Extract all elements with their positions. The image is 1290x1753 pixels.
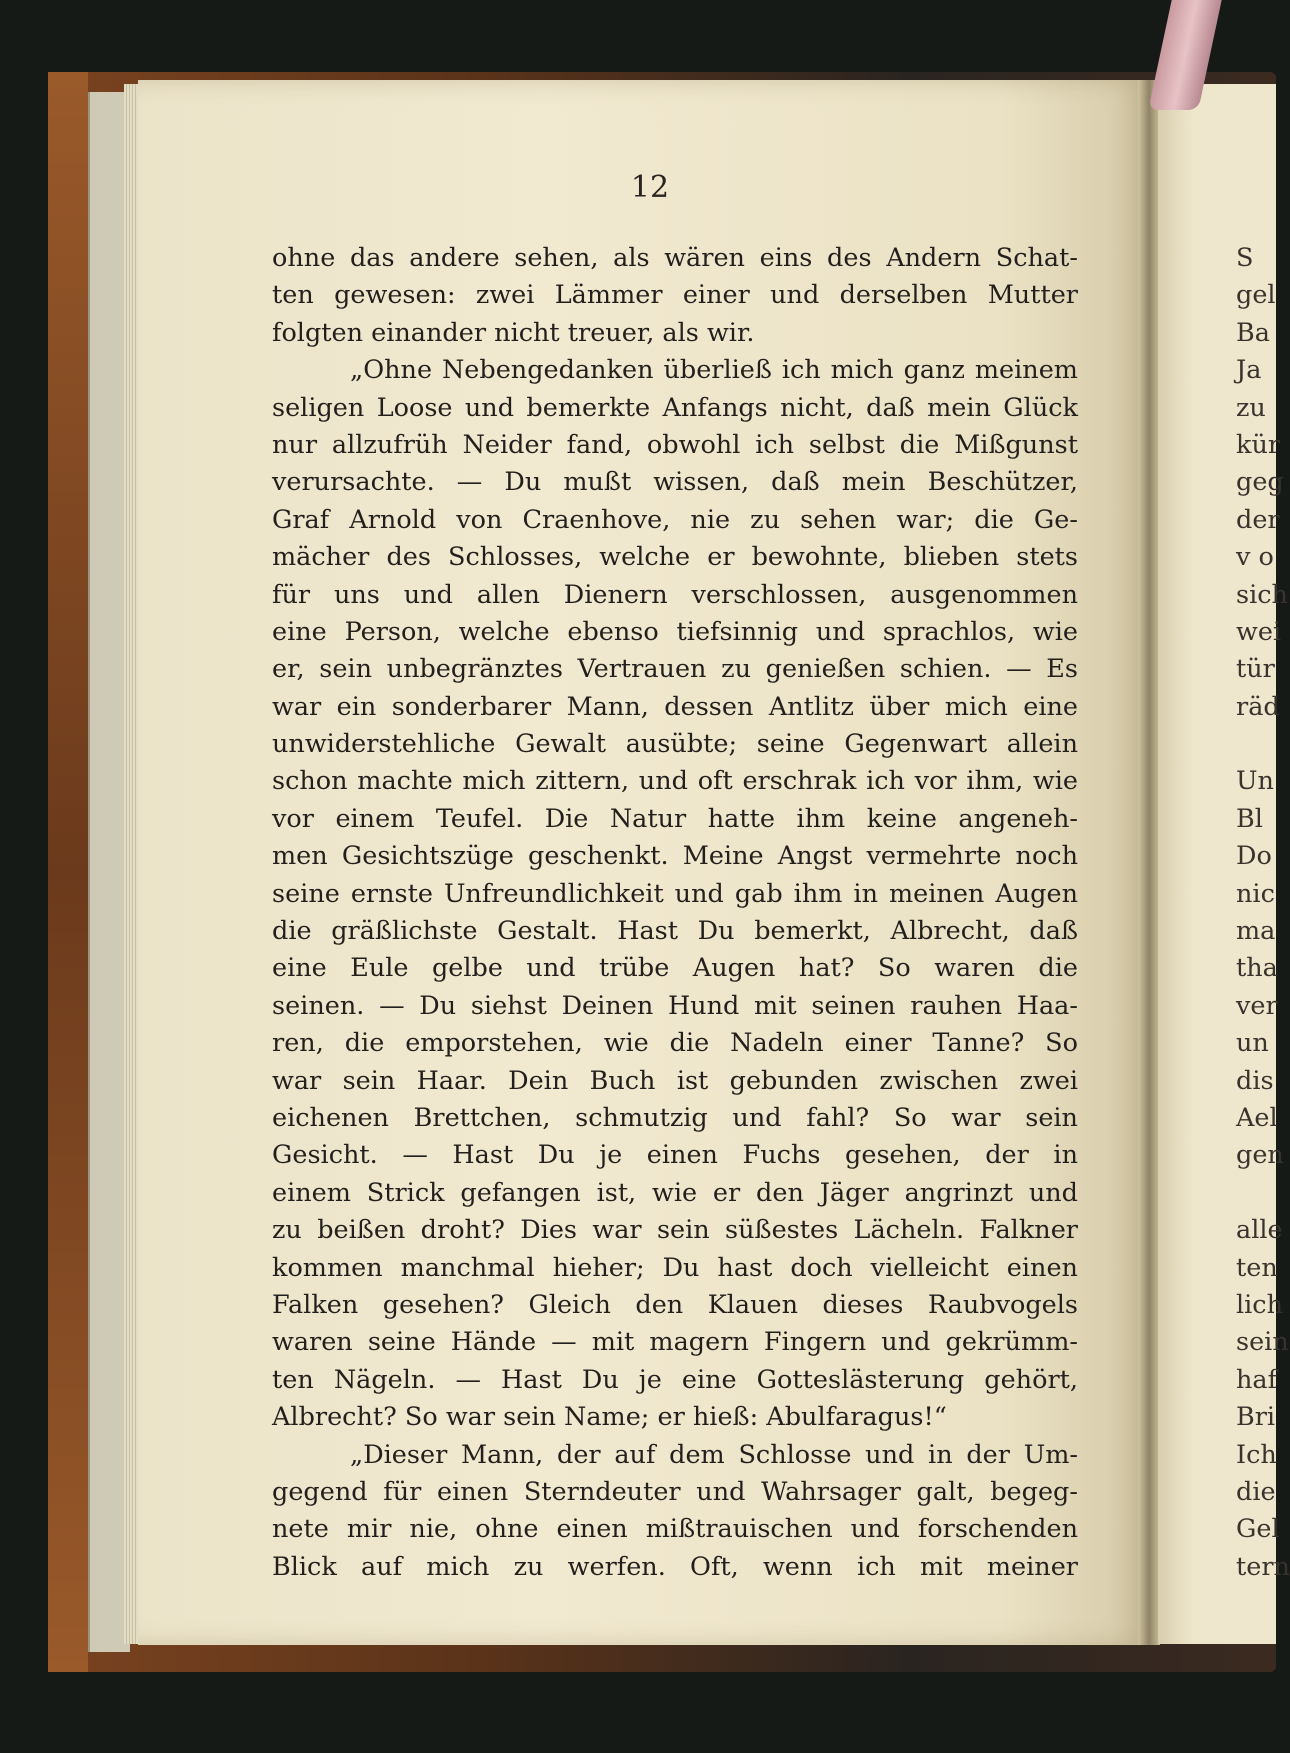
- text-line: kommen manchmal hieher; Du hast doch vielleicht einen: [272, 1252, 1078, 1283]
- text-line: nete mir nie, ohne einen mißtrauischen und forschenden: [272, 1514, 1078, 1545]
- text-line: nur allzufrüh Neider fand, obwohl ich selbst die Mißgunst: [272, 429, 1078, 460]
- facing-page-line-fragment: alle: [1236, 1215, 1283, 1246]
- facing-page-line-fragment: Gel: [1236, 1514, 1280, 1545]
- text-line: „Dieser Mann, der auf dem Schlosse und in der Um-: [350, 1439, 1078, 1470]
- text-line: schon machte mich zittern, und oft erschrak ich vor ihm, wie: [272, 766, 1078, 797]
- cover-binding-edge: [48, 72, 88, 1672]
- text-line: waren seine Hände — mit magern Fingern und gekrümm-: [272, 1327, 1078, 1358]
- facing-page-line-fragment: geg: [1236, 467, 1284, 498]
- facing-page-line-fragment: tern: [1236, 1551, 1290, 1582]
- facing-page-line-fragment: v o: [1236, 542, 1274, 573]
- facing-page-line-fragment: der: [1236, 504, 1280, 535]
- facing-page-line-fragment: Ich: [1236, 1439, 1277, 1470]
- text-line: Falken gesehen? Gleich den Klauen dieses Raubvogels: [272, 1289, 1078, 1320]
- text-line: seinen. — Du siehst Deinen Hund mit seinen rauhen Haa-: [272, 990, 1078, 1021]
- text-line: eine Eule gelbe und trübe Augen hat? So waren die: [272, 953, 1078, 984]
- text-line: Gesicht. — Hast Du je einen Fuchs gesehen, der in: [272, 1140, 1078, 1171]
- text-line: die gräßlichste Gestalt. Hast Du bemerkt, Albrecht, daß: [272, 916, 1078, 947]
- page-number: 12: [630, 170, 670, 205]
- facing-page-line-fragment: sich: [1236, 579, 1288, 610]
- facing-page-line-fragment: wei: [1236, 616, 1282, 647]
- facing-page-text-fragment: [1236, 240, 1290, 1586]
- facing-page-line-fragment: Ael: [1236, 1102, 1278, 1133]
- facing-page-line-fragment: Bl: [1236, 803, 1263, 834]
- text-line: eichenen Brettchen, schmutzig und fahl? So war sein: [272, 1102, 1078, 1133]
- facing-page-line-fragment: ver: [1236, 990, 1278, 1021]
- text-line: er, sein unbegränztes Vertrauen zu genießen schien. — Es: [272, 654, 1078, 685]
- text-line: Blick auf mich zu werfen. Oft, wenn ich mit meiner: [272, 1551, 1078, 1582]
- facing-page-line-fragment: un: [1236, 1028, 1269, 1059]
- facing-page-line-fragment: dis: [1236, 1065, 1274, 1096]
- text-line: gegend für einen Sterndeuter und Wahrsager galt, begeg-: [272, 1476, 1078, 1507]
- facing-page-line-fragment: [1236, 1175, 1276, 1212]
- text-line: eine Person, welche ebenso tiefsinnig und sprachlos, wie: [272, 616, 1078, 647]
- facing-page-line-fragment: kür: [1236, 429, 1281, 460]
- text-line: mächer des Schlosses, welche er bewohnte, blieben stets: [272, 542, 1078, 573]
- facing-page-line-fragment: ten: [1236, 1252, 1278, 1283]
- facing-page-line-fragment: tür: [1236, 654, 1275, 685]
- text-line: folgten einander nicht treuer, als wir.: [272, 317, 755, 348]
- text-line: seligen Loose und bemerkte Anfangs nicht, daß mein Glück: [272, 392, 1078, 423]
- facing-page-line-fragment: [1236, 726, 1276, 763]
- text-line: ten Nägeln. — Hast Du je eine Gotteslästerung gehört,: [272, 1364, 1078, 1395]
- facing-page-line-fragment: haf: [1236, 1364, 1278, 1395]
- text-line: seine ernste Unfreundlichkeit und gab ihm in meinen Augen: [272, 878, 1078, 909]
- text-line: für uns und allen Dienern verschlossen, ausgenommen: [272, 579, 1078, 610]
- text-line: zu beißen droht? Dies war sein süßestes Lächeln. Falkner: [272, 1215, 1078, 1246]
- facing-page-line-fragment: die: [1236, 1476, 1276, 1507]
- facing-page-line-fragment: lich: [1236, 1289, 1284, 1320]
- text-line: war ein sonderbarer Mann, dessen Antlitz über mich eine: [272, 691, 1078, 722]
- facing-page-line-fragment: tha: [1236, 953, 1278, 984]
- facing-page-line-fragment: gel: [1236, 280, 1276, 311]
- facing-page-line-fragment: Bri: [1236, 1402, 1276, 1433]
- facing-page-line-fragment: ma: [1236, 916, 1276, 947]
- text-line: „Ohne Nebengedanken überließ ich mich ganz meinem: [350, 355, 1078, 386]
- facing-page-line-fragment: zu: [1236, 392, 1266, 423]
- text-line: Albrecht? So war sein Name; er hieß: Abulfaragus!“: [272, 1402, 947, 1433]
- text-line: einem Strick gefangen ist, wie er den Jäger angrinzt und: [272, 1177, 1078, 1208]
- text-line: ten gewesen: zwei Lämmer einer und derselben Mutter: [272, 280, 1078, 311]
- text-line: Graf Arnold von Craenhove, nie zu sehen war; die Ge-: [272, 504, 1078, 535]
- facing-page-line-fragment: S: [1236, 243, 1254, 273]
- facing-page-line-fragment: Ba: [1236, 317, 1270, 348]
- text-line: war sein Haar. Dein Buch ist gebunden zwischen zwei: [272, 1065, 1078, 1096]
- page-text: [272, 240, 1078, 1586]
- facing-page-line-fragment: gen: [1236, 1140, 1284, 1171]
- text-line: unwiderstehliche Gewalt ausübte; seine Gegenwart allein: [272, 729, 1078, 760]
- book-gutter: [1138, 80, 1160, 1645]
- text-line: ohne das andere sehen, als wären eins des Andern Schat-: [272, 243, 1078, 273]
- facing-page-line-fragment: Do: [1236, 841, 1272, 872]
- text-line: men Gesichtszüge geschenkt. Meine Angst vermehrte noch: [272, 841, 1078, 872]
- text-line: vor einem Teufel. Die Natur hatte ihm keine angeneh-: [272, 803, 1078, 834]
- facing-page-line-fragment: räd: [1236, 691, 1280, 722]
- facing-page-line-fragment: Ja: [1236, 355, 1262, 386]
- facing-page-line-fragment: Un: [1236, 766, 1274, 797]
- text-line: verursachte. — Du mußt wissen, daß mein Beschützer,: [272, 467, 1078, 498]
- facing-page-line-fragment: nic: [1236, 878, 1275, 909]
- facing-page-line-fragment: sein: [1236, 1327, 1289, 1358]
- text-line: ren, die emporstehen, wie die Nadeln einer Tanne? So: [272, 1028, 1078, 1059]
